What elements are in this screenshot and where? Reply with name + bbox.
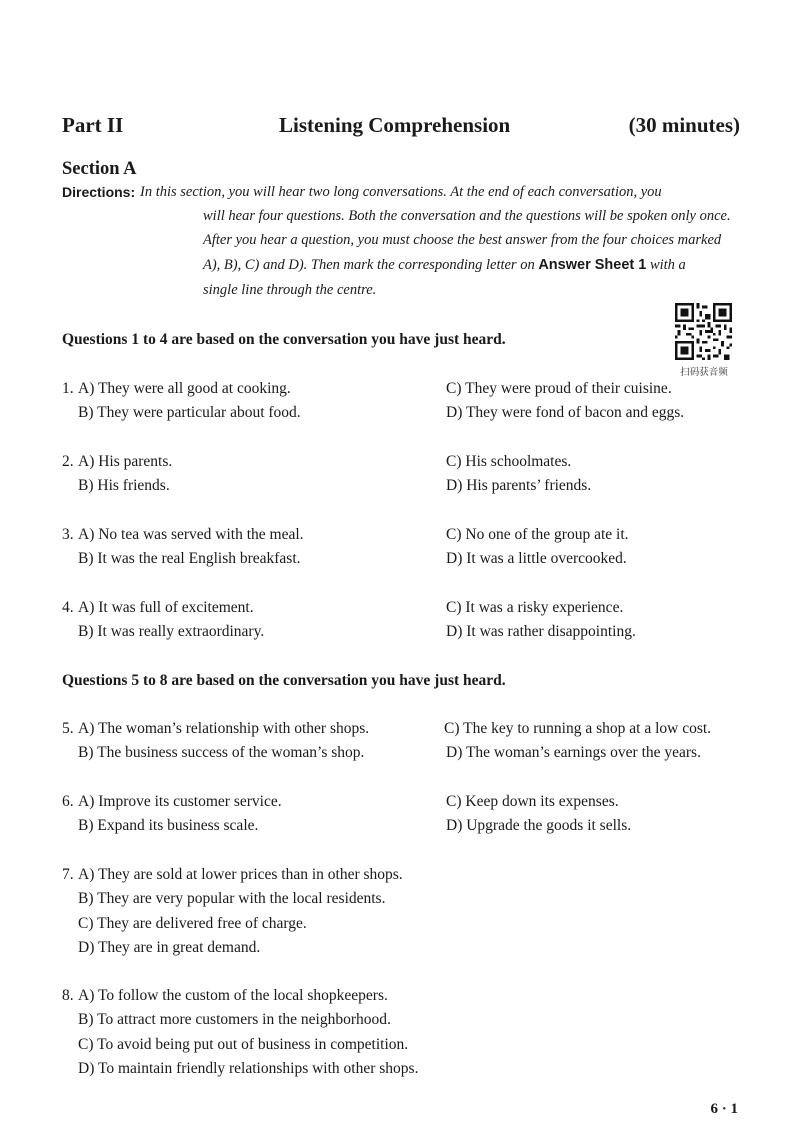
option-c[interactable]: C) His schoolmates. [446,453,572,470]
option-c[interactable]: C) The key to running a shop at a low cost. [444,720,712,737]
option-b[interactable]: B) The business success of the woman’s shop. [78,744,365,761]
question-number: 4. [62,599,74,616]
option-c[interactable]: C) To avoid being put out of business in competition. [78,1036,409,1053]
question-number: 2. [62,453,74,470]
part-label: Part II [62,113,124,137]
option-d[interactable]: D) It was a little overcooked. [446,550,627,567]
directions-line: In this section, you will hear two long conversations. At the end of each conversation, you [140,184,662,200]
option-d[interactable]: D) They were fond of bacon and eggs. [446,404,685,421]
directions-line: After you hear a question, you must choose the best answer from the four choices marked [203,232,722,248]
qr-code-icon[interactable] [675,303,732,360]
option-d[interactable]: D) The woman’s earnings over the years. [446,744,701,761]
option-a[interactable]: A) The woman’s relationship with other shops. [78,720,370,737]
option-b[interactable]: B) To attract more customers in the neighborhood. [78,1011,391,1028]
page-number: 6 · 1 [710,1101,738,1117]
directions-label: Directions: [62,184,136,200]
option-d[interactable]: D) Upgrade the goods it sells. [446,817,632,834]
option-b[interactable]: B) They were particular about food. [78,404,301,421]
option-d[interactable]: D) To maintain friendly relationships with other shops. [78,1060,419,1077]
option-a[interactable]: A) Improve its customer service. [78,793,282,810]
option-b[interactable]: B) Expand its business scale. [78,817,259,834]
option-a[interactable]: A) It was full of excitement. [78,599,254,616]
option-c[interactable]: C) It was a risky experience. [446,599,624,616]
part-title: Listening Comprehension [279,113,511,137]
option-a[interactable]: A) His parents. [78,453,173,470]
option-c[interactable]: C) No one of the group ate it. [446,526,629,543]
directions-line: will hear four questions. Both the conversation and the questions will be spoken only once. [203,208,731,224]
option-a[interactable]: A) No tea was served with the meal. [78,526,304,543]
option-c[interactable]: C) They are delivered free of charge. [78,915,307,932]
option-a[interactable]: A) They were all good at cooking. [78,380,291,397]
question-number: 1. [62,380,74,397]
question-number: 7. [62,866,74,883]
option-b[interactable]: B) They are very popular with the local residents. [78,890,386,907]
part-header [62,113,740,139]
directions-text: with a [649,257,686,273]
option-b[interactable]: B) It was the real English breakfast. [78,550,301,567]
question-number: 8. [62,987,74,1004]
section-title: Section A [62,159,137,179]
qr-caption: 扫码获音频 [680,367,728,378]
option-d[interactable]: D) His parents’ friends. [446,477,592,494]
answer-sheet-label: Answer Sheet 1 [538,257,647,273]
question-group-title: Questions 5 to 8 are based on the conversation you have just heard. [62,672,506,689]
option-b[interactable]: B) It was really extraordinary. [78,623,265,640]
question-group-title: Questions 1 to 4 are based on the conversation you have just heard. [62,331,506,348]
option-a[interactable]: A) To follow the custom of the local shopkeepers. [78,987,388,1004]
option-a[interactable]: A) They are sold at lower prices than in other shops. [78,866,403,883]
question-number: 6. [62,793,74,810]
option-c[interactable]: C) They were proud of their cuisine. [446,380,672,397]
question-number: 5. [62,720,74,737]
directions-line [203,257,686,274]
question-number: 3. [62,526,74,543]
option-c[interactable]: C) Keep down its expenses. [446,793,619,810]
directions-text: A), B), C) and D). Then mark the corresponding letter on [203,257,535,273]
directions-line: single line through the centre. [203,282,377,298]
part-duration: (30 minutes) [628,113,740,137]
option-b[interactable]: B) His friends. [78,477,170,494]
option-d[interactable]: D) It was rather disappointing. [446,623,636,640]
option-d[interactable]: D) They are in great demand. [78,939,261,956]
